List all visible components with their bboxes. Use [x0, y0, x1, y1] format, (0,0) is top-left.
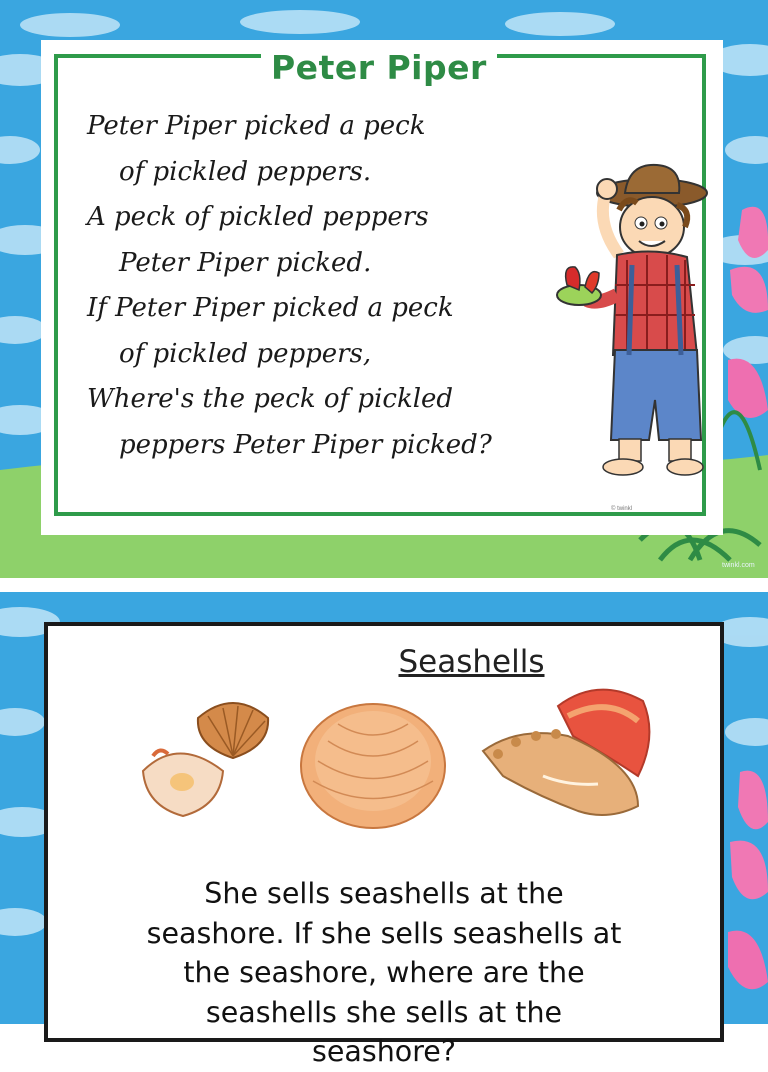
poem-line: of pickled peppers.	[119, 156, 372, 187]
text-line: seashells she sells at the	[205, 995, 563, 1029]
boy-illustration	[557, 155, 717, 490]
text-line: seashore. If she sells seashells at	[146, 916, 622, 950]
credit-text: © twinkl	[611, 506, 633, 512]
poem-line: peppers Peter Piper picked?	[119, 429, 492, 460]
card-title: Seashells	[398, 644, 545, 680]
shell-illustrations	[138, 666, 658, 836]
scallop-shells-illustration	[143, 703, 268, 816]
poem-line: If Peter Piper picked a peck	[87, 293, 454, 323]
card-title: Peter Piper	[261, 48, 497, 88]
text-line: She sells seashells at the	[204, 877, 564, 910]
poem-line: Peter Piper picked.	[119, 247, 372, 278]
text-line: seashore?	[312, 1035, 456, 1068]
watermark: twinkl.com	[722, 562, 755, 569]
poem-line: Peter Piper picked a peck	[87, 111, 426, 141]
poem-line: A peck of pickled peppers	[87, 202, 429, 232]
seashells-card	[44, 622, 724, 1068]
poem-text	[87, 104, 557, 468]
clam-shell-illustration	[301, 704, 445, 828]
slide-seashells	[0, 592, 768, 1068]
peter-piper-card	[41, 40, 723, 535]
text-line: the seashore, where are the	[183, 956, 585, 989]
tongue-twister-text	[78, 874, 690, 1072]
poem-line: Where's the peck of pickled	[87, 384, 454, 414]
conch-shell-illustration	[483, 690, 649, 815]
poem-line: of pickled peppers,	[119, 338, 372, 369]
